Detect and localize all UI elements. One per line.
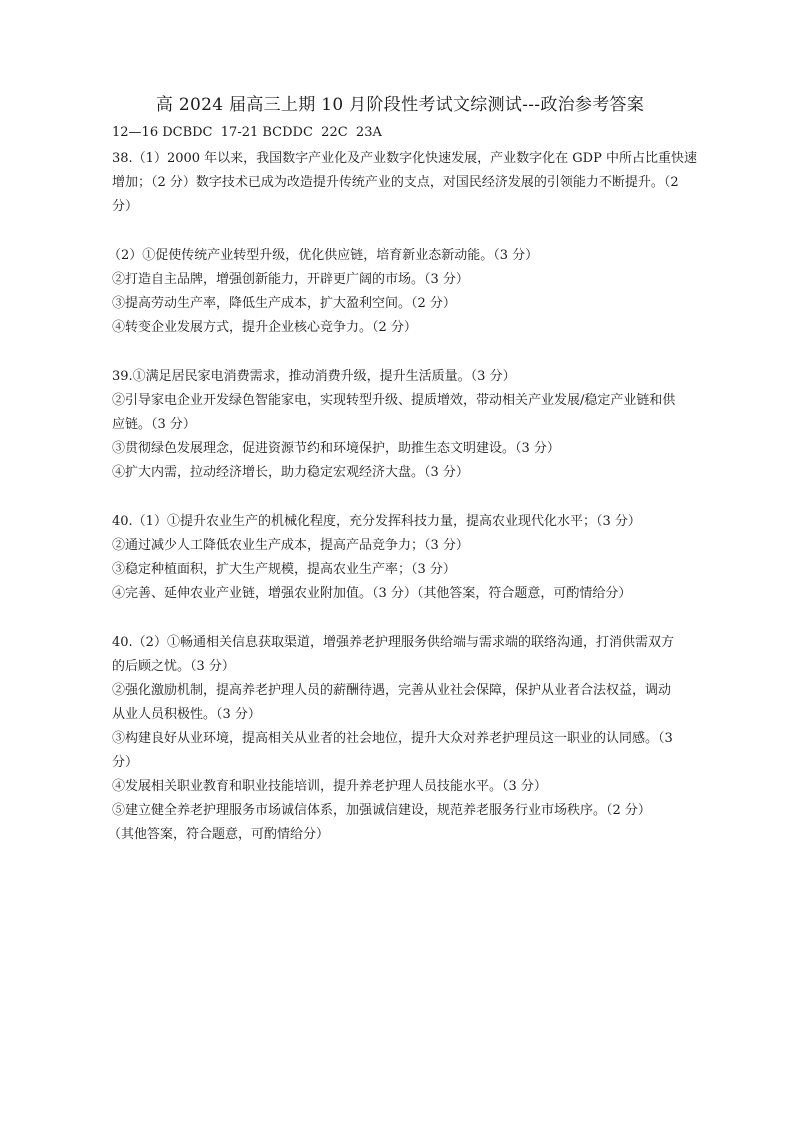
q39-line2: ②引导家电企业开发绿色智能家电，实现转型升级、提质增效，带动相关产业发展/稳定产业链和供 (112, 393, 676, 408)
q40-part1-line4: ④完善、延伸农业产业链，增强农业附加值。（3 分）（其他答案，符合题意，可酌情给分） (112, 586, 632, 601)
page-title: 高 2024 届高三上期 10 月阶段性考试文综测试---政治参考答案 (155, 95, 645, 115)
q39-line5: ④扩大内需，拉动经济增长，助力稳定宏观经济大盘。（3 分） (112, 465, 469, 480)
q40-part1-line2: ②通过减少人工降低农业生产成本，提高产品竞争力；（3 分） (112, 538, 469, 553)
q40-part2-line1: 40.（2）①畅通相关信息获取渠道，增强养老护理服务供给端与需求端的联络沟通，打消供需双方 (112, 635, 674, 650)
q38-part2-line1: （2）①促使传统产业转型升级，优化供应链，培育新业态新动能。（3 分） (108, 248, 539, 263)
q40-part1-line1: 40.（1）①提升农业生产的机械化程度，充分发挥科技力量，提高农业现代化水平；（3 分） (112, 514, 641, 529)
q40-part2-line5: ③构建良好从业环境，提高相关从业者的社会地位，提升大众对养老护理员这一职业的认同感。（3 (112, 731, 673, 746)
q40-part2-line8: ⑤建立健全养老护理服务市场诚信体系，加强诚信建设，规范养老服务行业市场秩序。（2 分） (112, 803, 651, 818)
q38-part1-line2: 增加；（2 分）数字技术已成为改造提升传统产业的支点，对国民经济发展的引领能力不断提升。（2 (112, 175, 679, 190)
q38-part1-line3: 分） (112, 199, 139, 214)
q40-part1-line3: ③稳定种植面积，扩大生产规模，提高农业生产率；（3 分） (112, 562, 456, 577)
multiple-choice-answers: 12—16 DCBDC 17-21 BCDDC 22C 23A (112, 125, 382, 140)
q39-line3: 应链。（3 分） (112, 417, 196, 432)
q39-line1: 39.①满足居民家电消费需求，推动消费升级，提升生活质量。（3 分） (112, 369, 516, 384)
q38-part2-line3: ③提高劳动生产率，降低生产成本，扩大盈利空间。（2 分） (112, 296, 456, 311)
q38-part2-line2: ②打造自主品牌，增强创新能力，开辟更广阔的市场。（3 分） (112, 272, 469, 287)
q40-part2-line3: ②强化激励机制，提高养老护理人员的薪酬待遇，完善从业社会保障，保护从业者合法权益，调动 (112, 683, 672, 698)
q40-part2-line7: ④发展相关职业教育和职业技能培训，提升养老护理人员技能水平。（3 分） (112, 779, 547, 794)
q39-line4: ③贯彻绿色发展理念，促进资源节约和环境保护，助推生态文明建设。（3 分） (112, 441, 560, 456)
q38-part1-line1: 38.（1）2000 年以来，我国数字产业化及产业数字化快速发展，产业数字化在 GDP 中所占比重快速 (112, 151, 697, 166)
q40-part2-line9: （其他答案，符合题意，可酌情给分） (108, 827, 330, 842)
q40-part2-line2: 的后顾之忧。（3 分） (112, 659, 235, 674)
q40-part2-line4: 从业人员积极性。（3 分） (112, 707, 261, 722)
q38-part2-line4: ④转变企业发展方式，提升企业核心竞争力。（2 分） (112, 320, 417, 335)
q40-part2-line6: 分） (112, 755, 139, 770)
